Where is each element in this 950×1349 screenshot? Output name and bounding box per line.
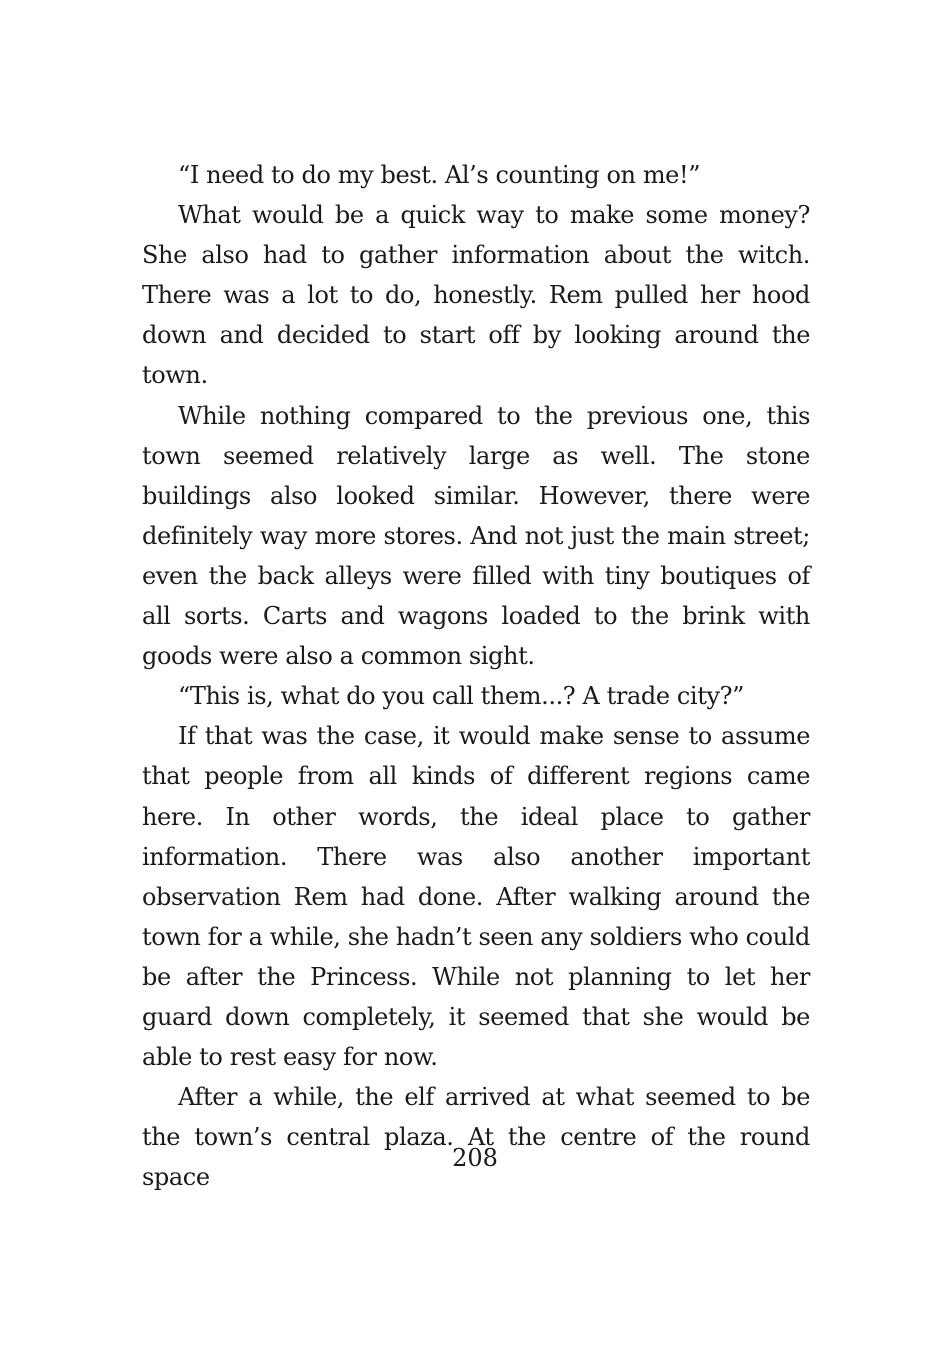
paragraph-4: “This is, what do you call them...? A trade city?” <box>178 682 744 711</box>
page-number: 208 <box>452 1144 498 1172</box>
body-text <box>142 155 810 1197</box>
paragraph-3: While nothing compared to the previous one, this town seemed relatively large as well. The stone buildings also looked similar. However, there were definitely way more stores. And not just the main street; even the back alleys were filled with tiny boutiques of all sorts. Carts and wagons loaded to the brink with goods were also a common sight. <box>142 401 810 671</box>
paragraph-5: If that was the case, it would make sense to assume that people from all kinds of different regions came here. In other words, the ideal place to gather information. There was also another important observation Rem had done. After walking around the town for a while, she hadn’t seen any soldiers who could be after the Princess. While not planning to let her guard down completely, it seemed that she would be able to rest easy for now. <box>142 722 810 1072</box>
paragraph-6: After a while, the elf arrived at what seemed to be the town’s central plaza. At the centre of the round space <box>142 1083 810 1192</box>
paragraph-1: “I need to do my best. Al’s counting on me!” <box>178 161 701 189</box>
paragraph-2: What would be a quick way to make some money? She also had to gather information about the witch. There was a lot to do, honestly. Rem pulled her hood down and decided to start off by looking around the town. <box>142 201 810 390</box>
